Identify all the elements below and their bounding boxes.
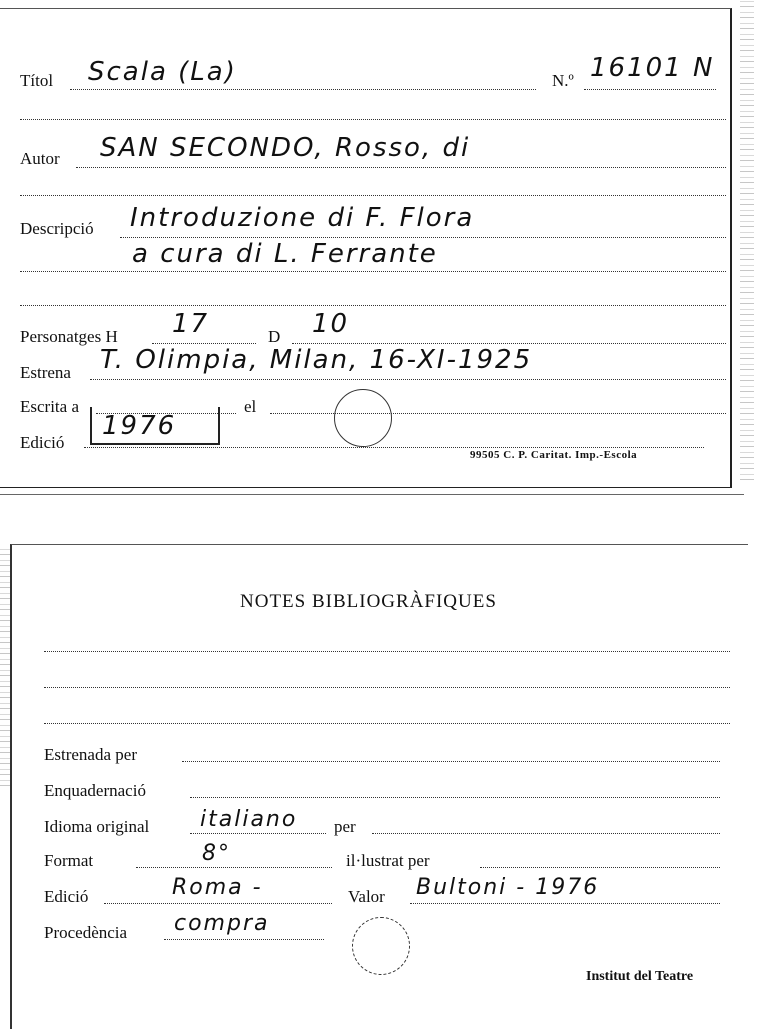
- idioma-line: [190, 833, 326, 834]
- notes-line-2: [44, 687, 730, 688]
- blank-line: [20, 119, 726, 120]
- card-separator: [0, 494, 744, 495]
- numero-value: 16101 N: [590, 53, 715, 83]
- idioma-label: Idioma original: [44, 817, 150, 836]
- procedencia-label: Procedència: [44, 923, 128, 942]
- notes-line-3: [44, 723, 730, 724]
- autor-line: [76, 167, 726, 168]
- format-label: Format: [44, 851, 94, 870]
- illustrat-line: [480, 867, 720, 868]
- edicio-back-line: [104, 903, 332, 904]
- illustrat-label: il·lustrat per: [346, 851, 430, 870]
- edicio-value: 1976: [102, 411, 177, 441]
- stamp-circle: [334, 389, 392, 447]
- descripcio-value-2: a cura di L. Ferrante: [132, 239, 438, 269]
- scan-edge: [740, 0, 754, 480]
- valor-label: Valor: [348, 887, 385, 906]
- edicio-back-value: Roma -: [172, 875, 263, 900]
- idioma-per-label: per: [334, 817, 356, 836]
- enquadernacio-line: [190, 797, 720, 798]
- format-value: 8°: [202, 841, 231, 866]
- idioma-per-line: [372, 833, 720, 834]
- descripcio-value-1: Introduzione di F. Flora: [130, 203, 475, 233]
- edicio-label: Edició: [20, 433, 65, 452]
- stamp-circle: [352, 917, 410, 975]
- notes-heading: NOTES BIBLIOGRÀFIQUES: [240, 591, 497, 612]
- descripcio-label: Descripció: [20, 219, 94, 238]
- imprint: 99505 C. P. Caritat. Imp.-Escola: [470, 449, 638, 461]
- descripcio-line-2: [20, 271, 726, 272]
- notes-line-1: [44, 651, 730, 652]
- autor-label: Autor: [20, 149, 60, 168]
- titol-label: Títol: [20, 71, 54, 90]
- personatges-d-label: D: [268, 327, 281, 346]
- personatges-d-value: 10: [312, 309, 350, 339]
- enquadernacio-label: Enquadernació: [44, 781, 146, 800]
- titol-value: Scala (La): [88, 57, 237, 87]
- institution-footer: Institut del Teatre: [586, 969, 694, 984]
- edicio-back-label: Edició: [44, 887, 89, 906]
- blank-line: [20, 305, 726, 306]
- personatges-d-line: [292, 343, 726, 344]
- escrita-el-label: el: [244, 397, 257, 416]
- numero-label: N.º: [552, 71, 574, 90]
- estrenada-line: [182, 761, 720, 762]
- idioma-value: italiano: [200, 807, 298, 832]
- personatges-h-line: [152, 343, 256, 344]
- estrena-line: [90, 379, 726, 380]
- personatges-h-value: 17: [172, 309, 210, 339]
- catalog-card-back: [10, 544, 748, 1029]
- edicio-line: [84, 447, 704, 448]
- estrena-value: T. Olimpia, Milan, 16-XI-1925: [100, 345, 533, 375]
- valor-value: Bultoni - 1976: [416, 875, 600, 900]
- procedencia-line: [164, 939, 324, 940]
- procedencia-value: compra: [174, 911, 270, 936]
- format-line: [136, 867, 332, 868]
- autor-value: SAN SECONDO, Rosso, di: [100, 133, 471, 163]
- estrenada-label: Estrenada per: [44, 745, 137, 764]
- numero-line: [584, 89, 716, 90]
- escrita-label: Escrita a: [20, 397, 79, 416]
- valor-line: [410, 903, 720, 904]
- descripcio-line-1: [120, 237, 726, 238]
- catalog-card-front: [0, 8, 732, 488]
- personatges-label: Personatges H: [20, 327, 118, 346]
- blank-line: [20, 195, 726, 196]
- titol-line: [70, 89, 536, 90]
- estrena-label: Estrena: [20, 363, 71, 382]
